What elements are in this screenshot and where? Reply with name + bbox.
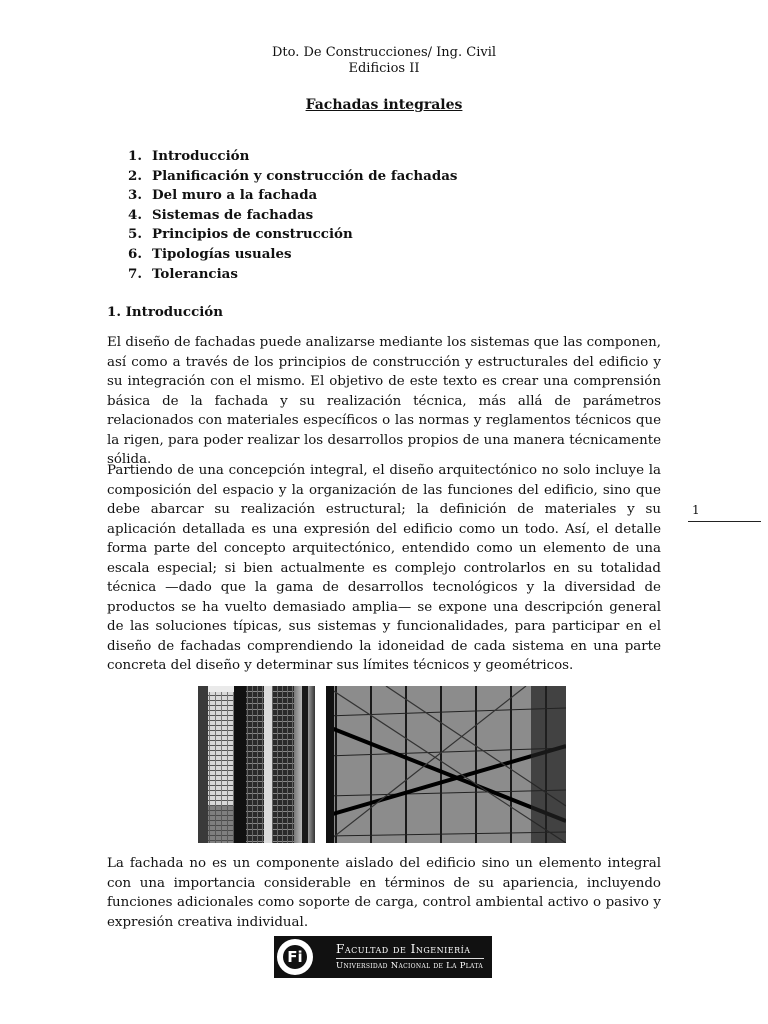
toc-number: 2. [128,167,142,184]
toc-number: 5. [128,226,142,243]
toc-label: Planificación y construcción de fachadas [152,167,458,184]
toc-label: Tipologías usuales [152,245,292,262]
toc-item [128,147,457,167]
logo-divider [336,958,484,959]
facade-photo-glass-structure [326,686,566,843]
toc-item [128,167,457,187]
faculty-logo [274,936,492,978]
toc-item [128,206,457,226]
toc-item [128,186,457,206]
paragraph: Partiendo de una concepción integral, el diseño arquitectónico no solo incluye la composición del espacio y la organización de las funciones del edificio, sino que debe abarcar su realización estructural; la definición de materiales y su aplicación detallada es una expresión del edificio como un todo. Así, el detalle forma parte del concepto arquitectónico, entendido como un elemento de una escala especial; si bien actualmente es complejo controlarlos en su totalidad técnica —dado que la gama de desarrollos tecnológicos y la diversidad de productos se ha vuelto demasiado amplia— se expone una descripción general de las soluciones típicas, sus sistemas y funcionalidades, para participar en el diseño de fachadas comprendiendo la idoneidad de cada sistema en una parte concreta del diseño y determinar sus límites técnicos y geométricos. [107,463,661,673]
page-number: 1 [692,503,700,517]
toc-item [128,225,457,245]
table-of-contents [128,147,457,284]
paragraph: El diseño de fachadas puede analizarse mediante los sistemas que las componen, así como a través de los principios de construcción y estructurales del edificio y su integración con el mismo. El objetivo de este texto es crear una comprensión básica de la fachada y su realización técnica, más allá de parámetros relacionados con materiales específicos o las normas y reglamentos técnicos que la rigen, para poder realizar los desarrollos propios de una manera técnicamente sólida. [107,335,661,467]
section-heading: 1. Introducción [107,304,223,320]
logo-faculty-name: Facultad de Ingeniería [336,942,471,956]
toc-item [128,245,457,265]
toc-number: 7. [128,265,142,282]
header-department: Dto. De Construcciones/ Ing. Civil [271,45,497,60]
toc-label: Tolerancias [152,265,238,282]
toc-label: Del muro a la fachada [152,187,318,204]
fi-logo-icon [277,939,313,975]
page-number-rule [688,521,761,522]
toc-number: 4. [128,206,142,223]
document-title: Fachadas integrales [305,97,463,113]
header-course: Edificios II [348,61,420,76]
logo-university-name: Universidad Nacional de La Plata [336,961,483,971]
toc-number: 6. [128,245,142,262]
toc-label: Sistemas de fachadas [152,206,314,223]
toc-label: Principios de construcción [152,226,353,243]
paragraph: La fachada no es un componente aislado del edificio sino un elemento integral con una importancia considerable en términos de su apariencia, incluyendo funciones adicionales como soporte de carga, control ambiental activo o pasivo y expresión creativa individual. [107,856,661,930]
facade-photo-building [198,686,315,843]
page-header [107,45,661,77]
toc-label: Introducción [152,148,250,164]
toc-number: 3. [128,187,142,204]
logo-mark-text: Fi [283,945,307,969]
toc-number: 1. [128,148,142,164]
toc-item [128,265,457,285]
